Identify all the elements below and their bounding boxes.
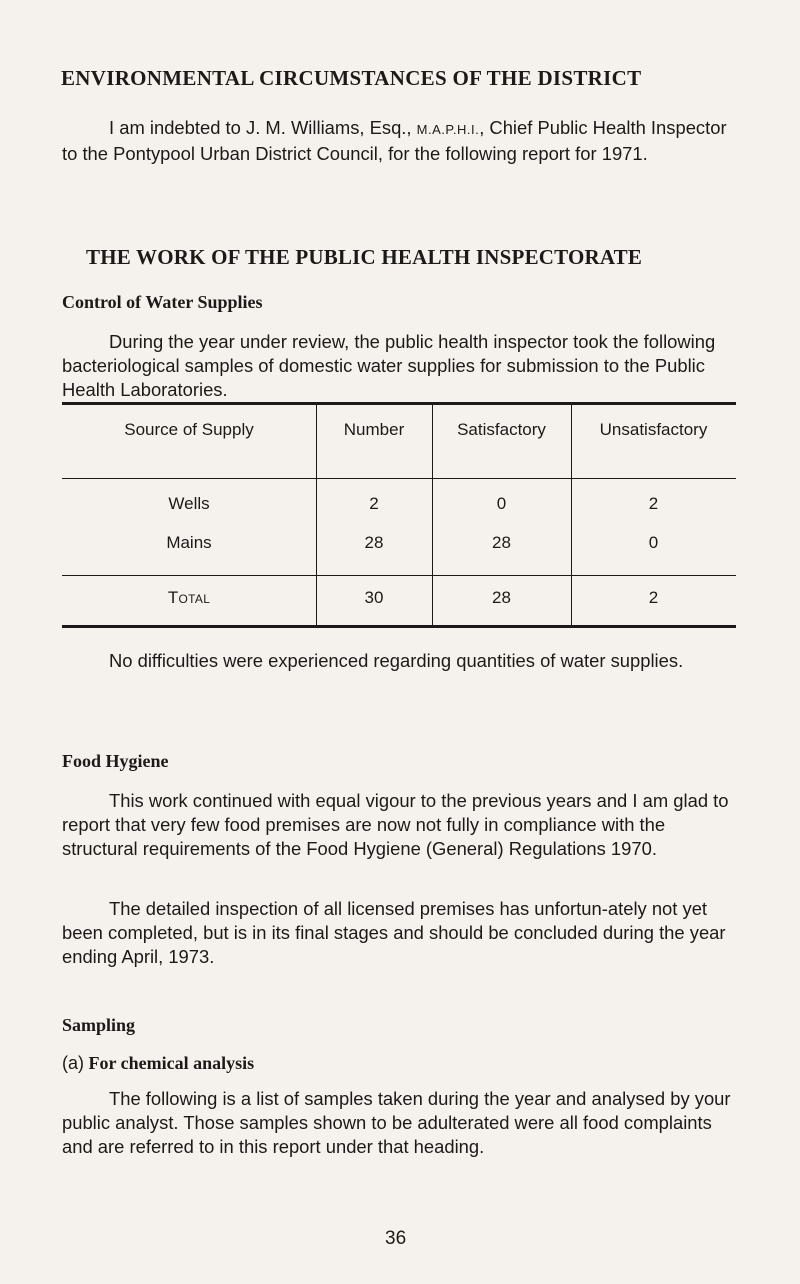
water-after-paragraph [62, 649, 742, 673]
row-mains-number: 28 [364, 533, 384, 552]
sampling-sub-label: (a) [62, 1053, 84, 1073]
row-wells-satisfactory: 0 [496, 494, 507, 513]
section-heading: THE WORK OF THE PUBLIC HEALTH INSPECTORATE [86, 245, 643, 269]
sampling-paragraph-text: The following is a list of samples taken during the year and analysed by your public analyst. Those samples shown to be adulterated were all food complaints and are referred to in this report under that heading. [62, 1088, 731, 1157]
food-paragraph-1-text: This work continued with equal vigour to the previous years and I am glad to report that very few food premises are now not fully in compliance with the structural requirements of the Food Hygiene (General) Regulations 1970. [62, 790, 729, 859]
total-rule [62, 575, 736, 576]
header-satisfactory: Satisfactory [457, 420, 546, 439]
header-number: Number [343, 420, 405, 439]
table-bottom-rule [62, 625, 736, 628]
food-heading: Food Hygiene [62, 751, 169, 771]
row-mains-source: Mains [166, 533, 212, 552]
water-samples-table [62, 402, 736, 628]
sampling-paragraph [62, 1087, 742, 1159]
water-after-text: No difficulties were experienced regarding quantities of water supplies. [109, 650, 684, 671]
header-source: Source of Supply [124, 420, 254, 439]
row-mains-unsatisfactory: 0 [648, 533, 659, 552]
row-mains-satisfactory: 28 [492, 533, 511, 552]
row-wells-source: Wells [168, 494, 210, 513]
sampling-heading: Sampling [62, 1015, 136, 1035]
header-unsatisfactory: Unsatisfactory [599, 420, 708, 439]
food-paragraph-1 [62, 789, 742, 861]
food-paragraph-2 [62, 897, 742, 969]
intro-text-1: I am indebted to J. M. Williams, Esq., [109, 117, 417, 138]
table-top-rule [62, 402, 736, 405]
total-satisfactory: 28 [492, 588, 511, 607]
intro-qualification: M.A.P.H.I. [416, 122, 480, 137]
row-wells-unsatisfactory: 2 [648, 494, 659, 513]
total-label: Total [167, 588, 211, 607]
row-wells-number: 2 [369, 494, 379, 513]
intro-paragraph [62, 116, 742, 166]
intro-text-2: , Chief Public Health Inspector to the Pontypool Urban District Council, for the following report for 1971. [62, 117, 727, 164]
water-heading: Control of Water Supplies [62, 292, 263, 312]
total-number: 30 [364, 588, 384, 607]
sampling-sub-title: For chemical analysis [88, 1053, 255, 1073]
page-number: 36 [385, 1228, 407, 1249]
header-rule-2 [316, 478, 736, 479]
food-paragraph-2-text: The detailed inspection of all licensed premises has unfortun-ately not yet been completed, but is in its final stages and should be concluded during the year ending April, 1973. [62, 898, 726, 967]
main-heading: ENVIRONMENTAL CIRCUMSTANCES OF THE DISTRICT [61, 66, 642, 90]
header-rule-1 [62, 478, 316, 479]
water-paragraph-text: During the year under review, the public health inspector took the following bacteriological samples of domestic water supplies for submission to the Public Health Laboratories. [62, 331, 716, 400]
water-paragraph [62, 330, 742, 402]
total-unsatisfactory: 2 [648, 588, 659, 607]
sampling-subheading [62, 1053, 254, 1074]
